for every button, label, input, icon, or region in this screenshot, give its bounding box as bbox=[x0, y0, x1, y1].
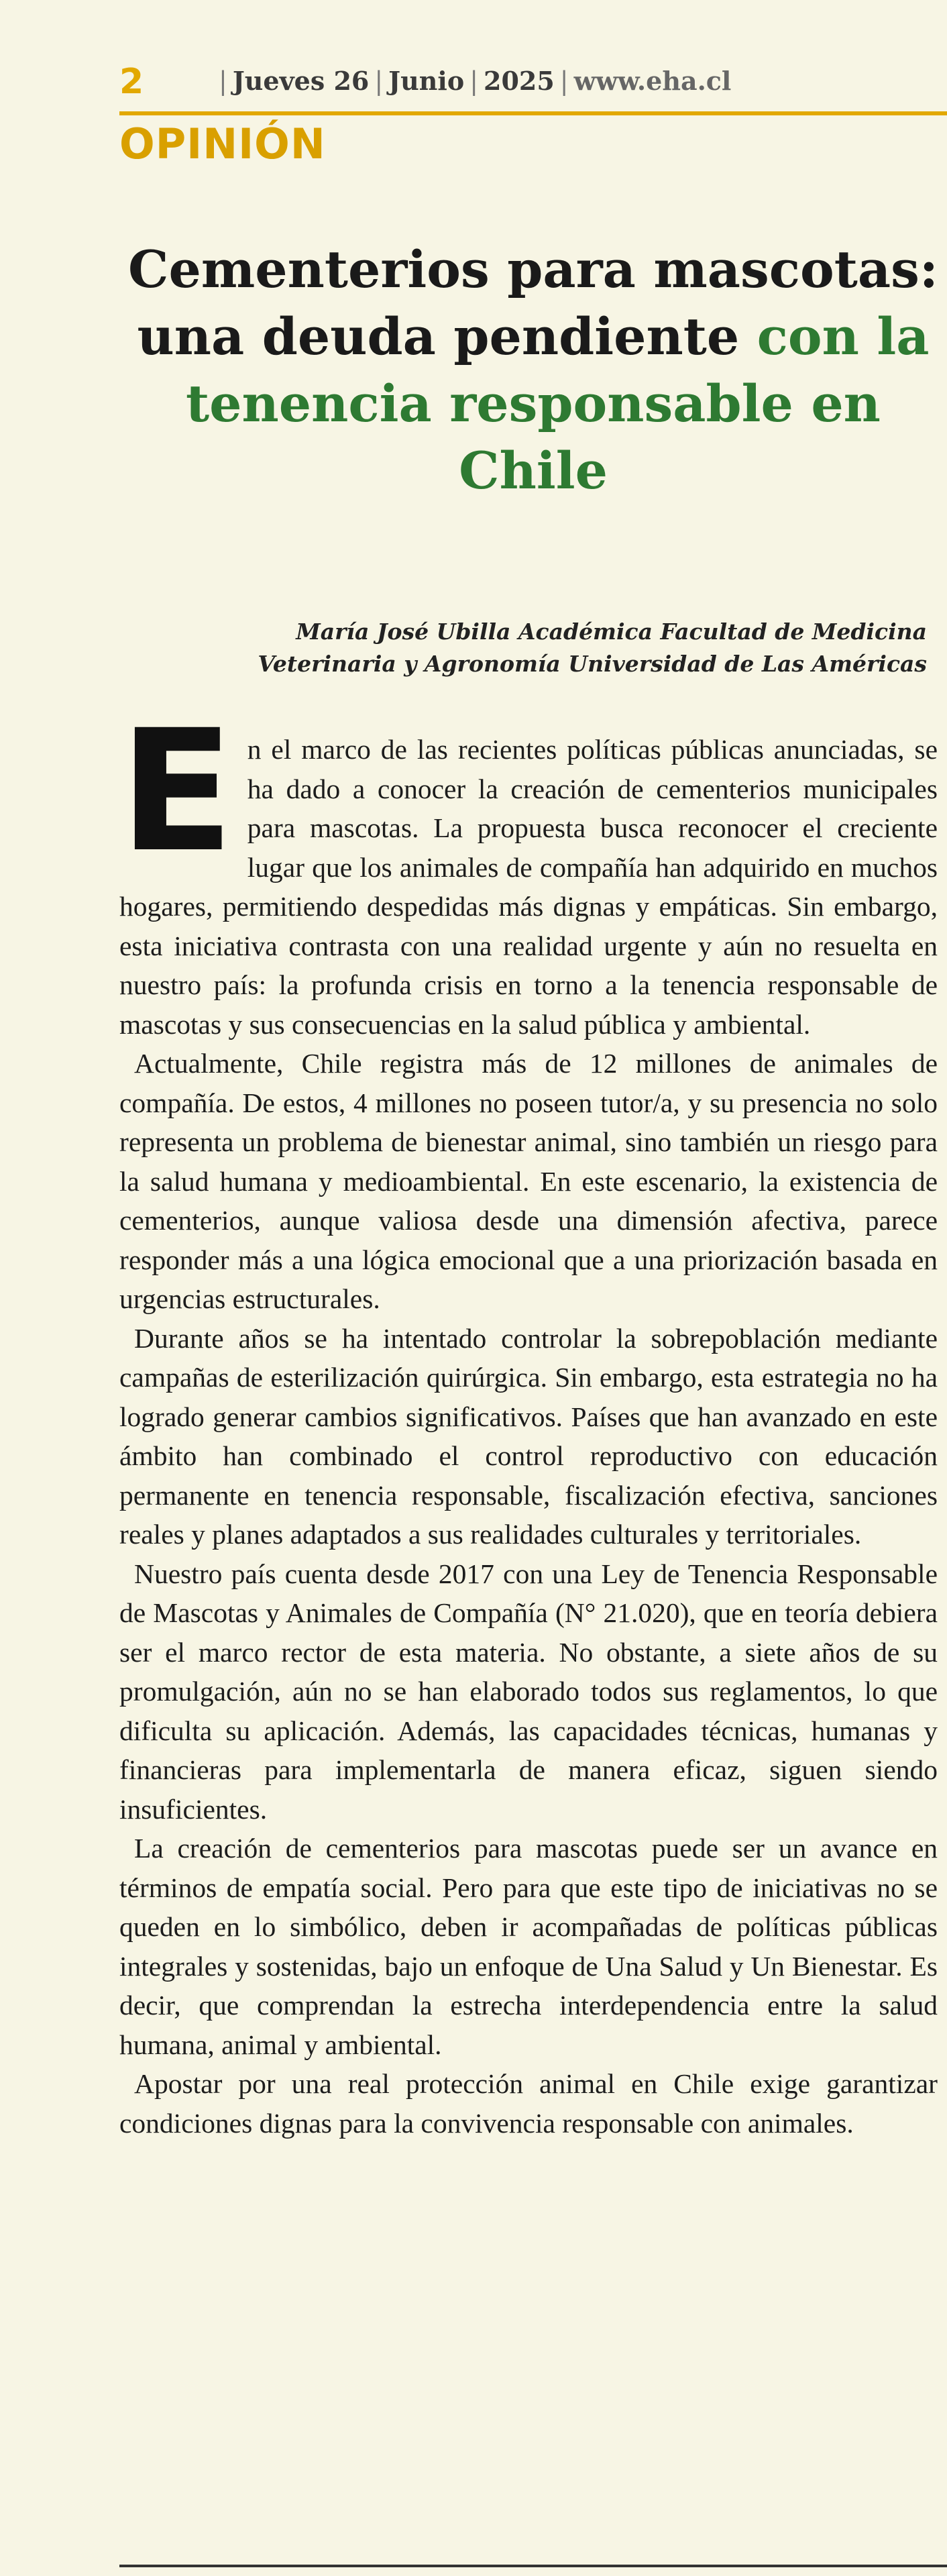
website-link[interactable]: www.eha.cl bbox=[573, 66, 732, 96]
separator: | bbox=[559, 66, 569, 96]
byline-line: Veterinaria y Agronomía Universidad de Las Américas bbox=[258, 651, 927, 677]
date-year: 2025 bbox=[484, 66, 555, 96]
paragraph: Apostar por una real protección animal en Chile exige garantizar condiciones dignas para la convivencia responsable con animales. bbox=[119, 2068, 938, 2139]
date-month: Junio bbox=[388, 66, 465, 96]
separator: | bbox=[219, 66, 227, 96]
page-number: 2 bbox=[119, 62, 144, 102]
paragraph: La creación de cementerios para mascotas puede ser un avance en términos de empatía social. Pero para que este tipo de iniciativas no se queden en lo simbólico, deben ir acompañadas de políticas públicas integrales y sostenidas, bajo un enfoque de Una Salud y Un Bienestar. Es decir, que comprendan la estrecha interdependencia entre la salud humana, animal y ambiental. bbox=[119, 1833, 938, 2060]
separator: | bbox=[469, 66, 479, 96]
drop-cap: E bbox=[119, 694, 234, 889]
dateline bbox=[213, 68, 731, 94]
byline bbox=[119, 616, 947, 680]
title-black: Cementerios para mascotas: una deuda pendiente bbox=[128, 239, 938, 366]
paragraph: Actualmente, Chile registra más de 12 millones de animales de compañía. De estos, 4 millones no poseen tutor/a, y su presencia no solo representa un problema de bienestar animal, sino también un riesgo para la salud humana y medioambiental. En este escenario, la existencia de cementerios, aunque valiosa desde una dimensión afectiva, parece responder más a una lógica emocional que a una priorización basada en urgencias estructurales. bbox=[119, 1048, 938, 1314]
article-body bbox=[119, 694, 938, 2143]
article-title bbox=[119, 236, 947, 504]
paragraph: Nuestro país cuenta desde 2017 con una Ley de Tenencia Responsable de Mascotas y Animales de Compañía (N° 21.020), que en teoría debiera ser el marco rector de esta materia. No obstante, a siete años de su promulgación, aún no se han elaborado todos sus reglamentos, lo que dificulta su aplicación. Además, las capacidades técnicas, humanas y financieras para implementarla de manera eficaz, siguen siendo insuficientes. bbox=[119, 1558, 938, 1825]
separator: | bbox=[374, 66, 384, 96]
title-green: con la tenencia responsable en Chile bbox=[186, 307, 930, 500]
footer-rule bbox=[119, 2565, 947, 2567]
paragraph-text: n el marco de las recientes políticas públicas anunciadas, se ha dado a conocer la creación de cementerios municipales para mascotas. La propuesta busca reconocer el creciente lugar que los animales de compañía han adquirido en muchos hogares, permitiendo despedidas más dignas y empáticas. Sin embargo, esta iniciativa contrasta con una realidad urgente y aún no resuelta en nuestro país: la profunda crisis en torno a la tenencia responsable de mascotas y sus consecuencias en la salud pública y ambiental. bbox=[119, 734, 938, 1040]
paragraph bbox=[119, 694, 938, 1044]
date-day: Jueves 26 bbox=[232, 66, 370, 96]
section-label: OPINIÓN bbox=[119, 119, 326, 168]
byline-line: María José Ubilla Académica Facultad de Medicina bbox=[296, 619, 927, 645]
header-rule bbox=[119, 111, 947, 115]
paragraph: Durante años se ha intentado controlar la sobrepoblación mediante campañas de esterilización quirúrgica. Sin embargo, esta estrategia no ha logrado generar cambios significativos. Países que han avanzado en este ámbito han combinado el control reproductivo con educación permanente en tenencia responsable, fiscalización efectiva, sanciones reales y planes adaptados a sus realidades culturales y territoriales. bbox=[119, 1322, 938, 1550]
